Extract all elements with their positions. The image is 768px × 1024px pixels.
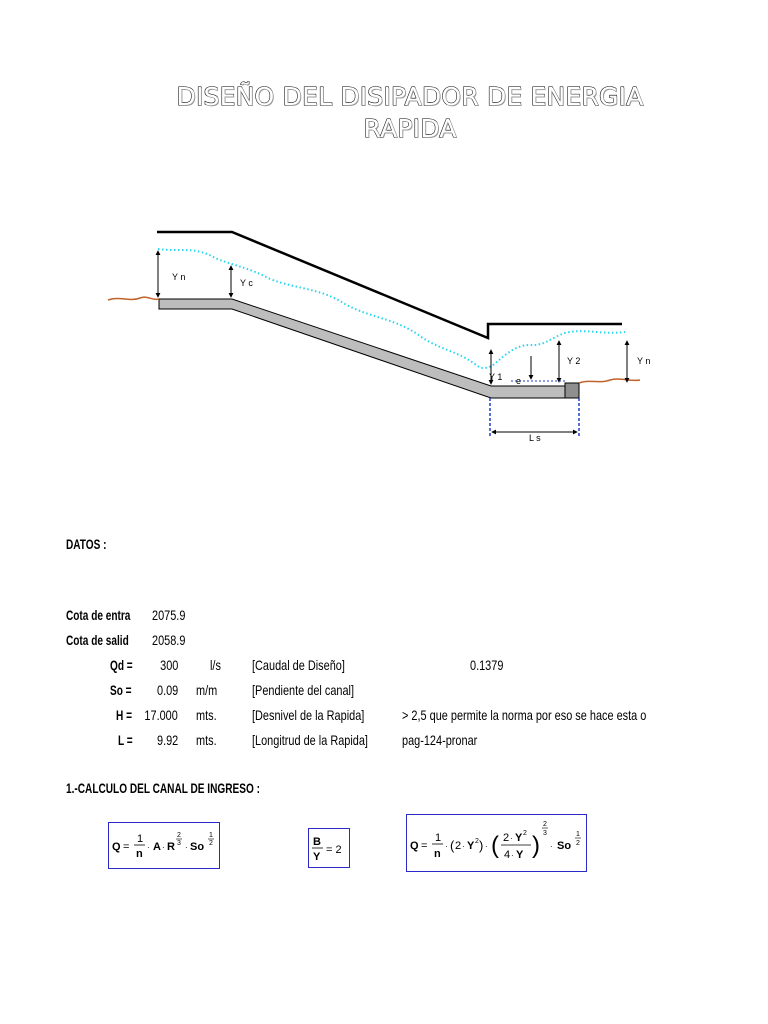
cota-salida-value: 2058.9: [152, 632, 186, 648]
formula-symbol: 2: [455, 840, 462, 852]
l-value: 9.92: [156, 732, 178, 748]
formula-symbol: 3: [543, 830, 547, 837]
formula-symbol: 2: [523, 830, 527, 837]
qd-extra: 0.1379: [470, 657, 504, 673]
formula-symbol: =: [421, 840, 428, 852]
formula-symbol: (: [450, 838, 455, 853]
spillway-diagram: [0, 0, 768, 460]
formula-symbol: ·: [550, 842, 553, 851]
label-ls: L s: [529, 433, 541, 443]
ground-left: [108, 297, 159, 300]
formula-symbol: (: [491, 832, 499, 859]
formula-symbol: ·: [511, 851, 514, 860]
formula-symbol: 4: [504, 849, 511, 861]
h-label: H =: [116, 707, 132, 723]
h-note: > 2,5 que permite la norma por eso se hace esta o: [402, 707, 647, 723]
formula-symbol: 3: [177, 840, 181, 847]
qd-desc: [Caudal de Diseño]: [252, 657, 345, 673]
formula-symbol: ·: [445, 842, 448, 851]
label-yc: Y c: [240, 278, 253, 288]
page-subtitle: RAPIDA: [363, 114, 457, 143]
formula-symbol: 2: [209, 840, 213, 847]
formula-symbol: Y: [467, 840, 475, 852]
qd-value: 300: [159, 657, 178, 673]
formula-symbol: 2: [475, 838, 479, 845]
label-y1: Y 1: [489, 372, 503, 382]
formula-symbol: Y: [516, 849, 524, 861]
h-unit: mts.: [196, 707, 217, 723]
l-desc: [Longitrud de la Rapida]: [252, 732, 368, 748]
formula-symbol: So: [190, 841, 205, 853]
formula-symbol: Q: [112, 841, 121, 853]
formula-symbol: = 2: [326, 844, 342, 856]
qd-label: Qd =: [110, 657, 133, 673]
formula-symbol: ·: [485, 842, 488, 851]
formula-symbol: So: [557, 840, 572, 852]
label-e: e: [516, 376, 522, 386]
formula-symbol: ): [532, 832, 540, 859]
so-value: 0.09: [156, 682, 178, 698]
formula-symbol: 2: [576, 840, 580, 847]
formula-symbol: Y: [313, 851, 321, 863]
so-desc: [Pendiente del canal]: [252, 682, 354, 698]
l-note: pag-124-pronar: [402, 732, 478, 748]
label-yn-right: Y n: [637, 356, 651, 366]
formula-symbol: B: [313, 836, 321, 848]
cota-entrada-label: Cota de entra: [66, 607, 131, 623]
ratio-formula: [308, 828, 350, 868]
formula-symbol: 1: [576, 831, 580, 838]
canal-top-line: [157, 232, 622, 338]
formula-symbol: R: [167, 841, 175, 853]
h-value: 17.000: [144, 707, 178, 723]
manning-formula: [108, 822, 220, 869]
so-label: So =: [110, 682, 132, 698]
datos-heading: DATOS :: [66, 536, 107, 552]
l-unit: mts.: [196, 732, 217, 748]
end-sill: [565, 383, 579, 398]
h-desc: [Desnivel de la Rapida]: [252, 707, 365, 723]
formula-symbol: n: [434, 848, 441, 860]
canal-floor: [159, 299, 565, 398]
cota-entrada-value: 2075.9: [152, 607, 186, 623]
formula-symbol: Y: [515, 832, 523, 844]
formula-symbol: ·: [147, 843, 150, 852]
formula-symbol: n: [136, 848, 143, 860]
formula-symbol: 1: [435, 832, 442, 844]
formula-symbol: =: [123, 841, 130, 853]
formula-symbol: 1: [209, 832, 213, 839]
l-label: L =: [118, 732, 133, 748]
formula-symbol: ·: [510, 834, 513, 843]
formula-symbol: A: [153, 841, 161, 853]
page-title: DISEÑO DEL DISIPADOR DE ENERGIA: [176, 82, 644, 111]
formula-symbol: 2: [543, 821, 547, 828]
cota-salida-label: Cota de salid: [66, 632, 129, 648]
label-yn-left: Y n: [172, 272, 186, 282]
ground-right: [579, 379, 640, 383]
qd-unit: l/s: [210, 657, 221, 673]
label-y2: Y 2: [567, 356, 581, 366]
formula-symbol: ·: [185, 843, 188, 852]
formula-symbol: Q: [410, 840, 419, 852]
formula-symbol: 2: [177, 832, 181, 839]
formula-symbol: ): [479, 838, 484, 853]
formula-symbol: ·: [162, 843, 165, 852]
formula-symbol: 1: [137, 833, 144, 845]
formula-symbol: 2: [503, 832, 510, 844]
flow-depth-formula: [406, 814, 587, 872]
formula-symbol: ·: [462, 842, 465, 851]
section1-heading: 1.-CALCULO DEL CANAL DE INGRESO :: [66, 780, 260, 796]
so-unit: m/m: [196, 682, 218, 698]
